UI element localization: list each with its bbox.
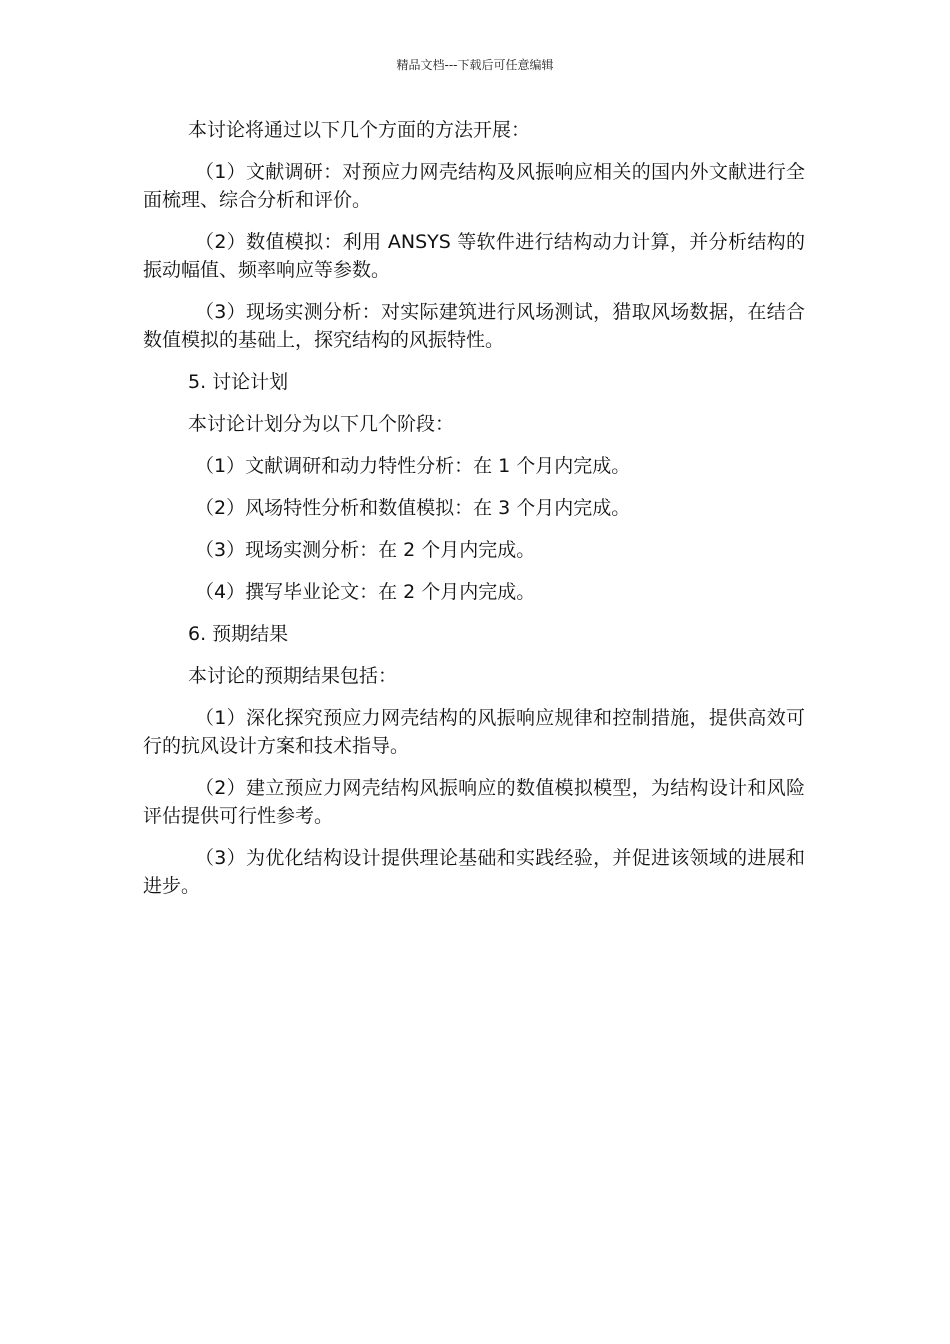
list-item-result-3: （3）为优化结构设计提供理论基础和实践经验，并促进该领域的进展和进步。 [143, 847, 805, 897]
list-item-plan-stage-2: （2）风场特性分析和数值模拟：在 3 个月内完成。 [195, 497, 631, 519]
list-item-field-measurement: （3）现场实测分析：对实际建筑进行风场测试，猎取风场数据，在结合数值模拟的基础上，探究结构的风振特性。 [143, 301, 805, 351]
list-item-plan-stage-3: （3）现场实测分析：在 2 个月内完成。 [195, 539, 536, 561]
paragraph-intro-methods: 本讨论将通过以下几个方面的方法开展： [188, 119, 531, 141]
paragraph-plan-intro: 本讨论计划分为以下几个阶段： [188, 413, 455, 435]
list-item-literature-review: （1）文献调研：对预应力网壳结构及风振响应相关的国内外文献进行全面梳理、综合分析和评价。 [143, 161, 805, 211]
section-heading-expected-results: 6. 预期结果 [188, 623, 289, 645]
list-item-result-2: （2）建立预应力网壳结构风振响应的数值模拟模型，为结构设计和风险评估提供可行性参考。 [143, 777, 805, 827]
list-item-numerical-simulation: （2）数值模拟：利用 ANSYS 等软件进行结构动力计算，并分析结构的振动幅值、频率响应等参数。 [143, 231, 805, 281]
document-body [143, 116, 805, 914]
list-item-result-1: （1）深化探究预应力网壳结构的风振响应规律和控制措施，提供高效可行的抗风设计方案和技术指导。 [143, 707, 805, 757]
section-heading-plan: 5. 讨论计划 [188, 371, 289, 393]
list-item-plan-stage-4: （4）撰写毕业论文：在 2 个月内完成。 [195, 581, 536, 603]
list-item-plan-stage-1: （1）文献调研和动力特性分析：在 1 个月内完成。 [195, 455, 631, 477]
paragraph-results-intro: 本讨论的预期结果包括： [188, 665, 398, 687]
page-header: 精品文档---下载后可任意编辑 [396, 58, 554, 72]
